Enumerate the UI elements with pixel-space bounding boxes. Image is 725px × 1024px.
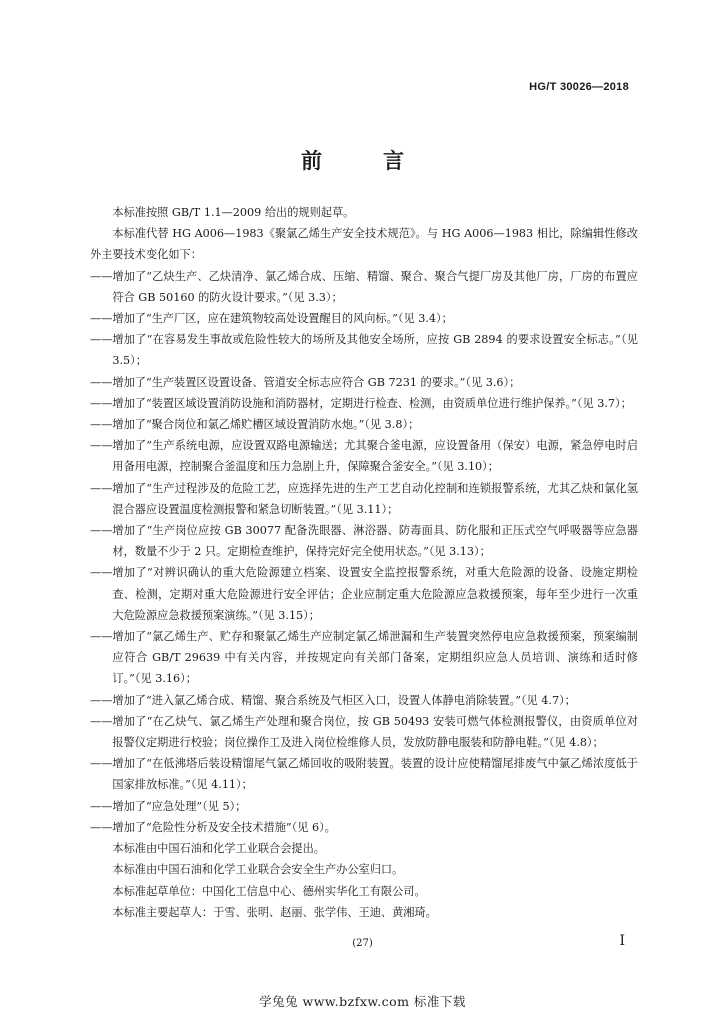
change-list-item xyxy=(90,372,638,393)
list-dash: —— xyxy=(90,481,113,495)
list-dash: —— xyxy=(90,375,113,389)
change-list-item-text: 增加了“聚合岗位和氯乙烯贮槽区域设置消防水炮。”（见 3.8）； xyxy=(112,418,420,432)
change-list-item xyxy=(90,690,638,711)
change-list-item-text: 增加了“装置区域设置消防设施和消防器材，定期进行检查、检测，由资质单位进行维护保养。”（见 3.7）； xyxy=(112,396,632,410)
standard-code: HG/T 30026—2018 xyxy=(529,81,629,93)
change-list-item xyxy=(90,817,638,838)
change-list-item xyxy=(90,711,638,753)
change-list-item xyxy=(90,520,638,562)
list-dash: —— xyxy=(90,333,113,347)
list-dash: —— xyxy=(90,396,113,410)
change-list-item-text: 增加了“生产岗位应按 GB 30077 配备洗眼器、淋浴器、防毒面具、防化服和正压式空气呼吸器等应急器材，数量不少于 2 只。定期检查维护，保持完好完全使用状态。”（见 3.13）； xyxy=(112,524,638,559)
list-dash: —— xyxy=(90,630,113,644)
change-list-item-text: 增加了“在乙炔气、氯乙烯生产处理和聚合岗位，按 GB 50493 安装可燃气体检测报警仪，由资质单位对报警仪定期进行校验；岗位操作工及进入岗位检维修人员，发放防静电服装和防静电鞋。”（见 4.8）； xyxy=(112,714,638,750)
document-body xyxy=(90,202,638,923)
change-list-item-text: 增加了“生产厂区，应在建筑物较高处设置醒目的风向标。”（见 3.4）； xyxy=(112,312,453,326)
intro-paragraph: 本标准按照 GB/T 1.1—2009 给出的规则起草。 xyxy=(112,206,355,219)
intro-paragraph: 本标准代替 HG A006—1983《聚氯乙烯生产安全技术规范》。与 HG A006—1983 相比，除编辑性修改外主要技术变化如下： xyxy=(90,227,638,262)
list-dash: —— xyxy=(90,524,113,538)
list-dash: —— xyxy=(90,820,113,834)
list-dash: —— xyxy=(90,799,113,813)
change-list-item xyxy=(90,562,638,626)
list-dash: —— xyxy=(90,312,113,326)
list-dash: —— xyxy=(90,693,113,707)
change-list-item xyxy=(90,796,638,817)
change-list-item-text: 增加了“在低沸塔后装设精馏尾气氯乙烯回收的吸附装置。装置的设计应使精馏尾排废气中氯乙烯浓度低于国家排放标准。”（见 4.11）； xyxy=(112,757,638,792)
page-number: (27) xyxy=(352,938,373,949)
change-list-item-text: 增加了“乙炔生产、乙炔清净、氯乙烯合成、压缩、精馏、聚合、聚合气提厂房及其他厂房，厂房的布置应符合 GB 50160 的防火设计要求。”（见 3.3）； xyxy=(112,269,638,304)
change-list-item-text: 增加了“进入氯乙烯合成、精馏、聚合系统及气柜区入口，设置人体静电消除装置。”（见 4.7）； xyxy=(112,693,576,707)
closing-paragraph: 本标准由中国石油和化学工业联合会提出。 xyxy=(112,842,325,856)
change-list-item-text: 增加了“在容易发生事故或危险性较大的场所及其他安全场所，应按 GB 2894 的要求设置安全标志。”（见 3.5）； xyxy=(112,333,638,368)
list-dash: —— xyxy=(90,757,113,771)
list-dash: —— xyxy=(90,439,113,453)
list-dash: —— xyxy=(90,269,113,283)
footer-watermark: 学兔兔 www.bzfxw.com 标准下载 xyxy=(259,994,466,1009)
change-list-item xyxy=(90,266,638,308)
change-list-item-text: 增加了“应急处理”（见 5）； xyxy=(112,799,247,813)
change-list-item xyxy=(90,329,638,371)
closing-paragraph: 本标准起草单位：中国化工信息中心、德州实华化工有限公司。 xyxy=(112,884,426,898)
list-dash: —— xyxy=(90,714,113,728)
change-list-item xyxy=(90,478,638,520)
change-list-item xyxy=(90,435,638,477)
closing-paragraph: 本标准由中国石油和化学工业联合会安全生产办公室归口。 xyxy=(112,863,404,877)
change-list-item-text: 增加了“对辨识确认的重大危险源建立档案、设置安全监控报警系统，对重大危险源的设备、设施定期检查、检测，定期对重大危险源进行安全评估；企业应制定重大危险源应急救援预案，每年至少进行一次重大危险源应急救援预案演练。”（见 3.15）； xyxy=(112,566,638,622)
closing-paragraph: 本标准主要起草人：于雪、张明、赵丽、张学伟、王迪、黄湘琦。 xyxy=(112,905,437,919)
change-list-item-text: 增加了“生产系统电源，应设置双路电源输送；尤其聚合釜电源，应设置备用（保安）电源，紧急停电时启用备用电源，控制聚合釜温度和压力急剧上升，保障聚合釜安全。”（见 3.10）； xyxy=(112,439,638,474)
list-dash: —— xyxy=(90,566,113,580)
change-list-item xyxy=(90,393,638,414)
change-list-item-text: 增加了“氯乙烯生产、贮存和聚氯乙烯生产应制定氯乙烯泄漏和生产装置突然停电应急救援预案，预案编制应符合 GB/T 29639 中有关内容，并按规定向有关部门备案，定期组织应急人员培训、演练和适时修订。”（见 3.16）； xyxy=(112,630,638,686)
change-list-item-text: 增加了“生产装置区设置设备、管道安全标志应符合 GB 7231 的要求。”（见 3.6）； xyxy=(112,375,521,389)
change-list-item xyxy=(90,414,638,435)
change-list-item-text: 增加了“生产过程涉及的危险工艺，应选择先进的生产工艺自动化控制和连锁报警系统，尤其乙炔和氯化氢混合器应设置温度检测报警和紧急切断装置。”（见 3.11）； xyxy=(112,481,638,516)
list-dash: —— xyxy=(90,418,113,432)
change-list-item xyxy=(90,753,638,795)
roman-page-numeral: Ⅰ xyxy=(619,933,625,949)
page-title: 前 言 xyxy=(301,149,424,173)
change-list xyxy=(90,266,638,838)
change-list-item xyxy=(90,308,638,329)
change-list-item-text: 增加了“危险性分析及安全技术措施”（见 6）。 xyxy=(112,820,336,834)
change-list-item xyxy=(90,626,638,690)
